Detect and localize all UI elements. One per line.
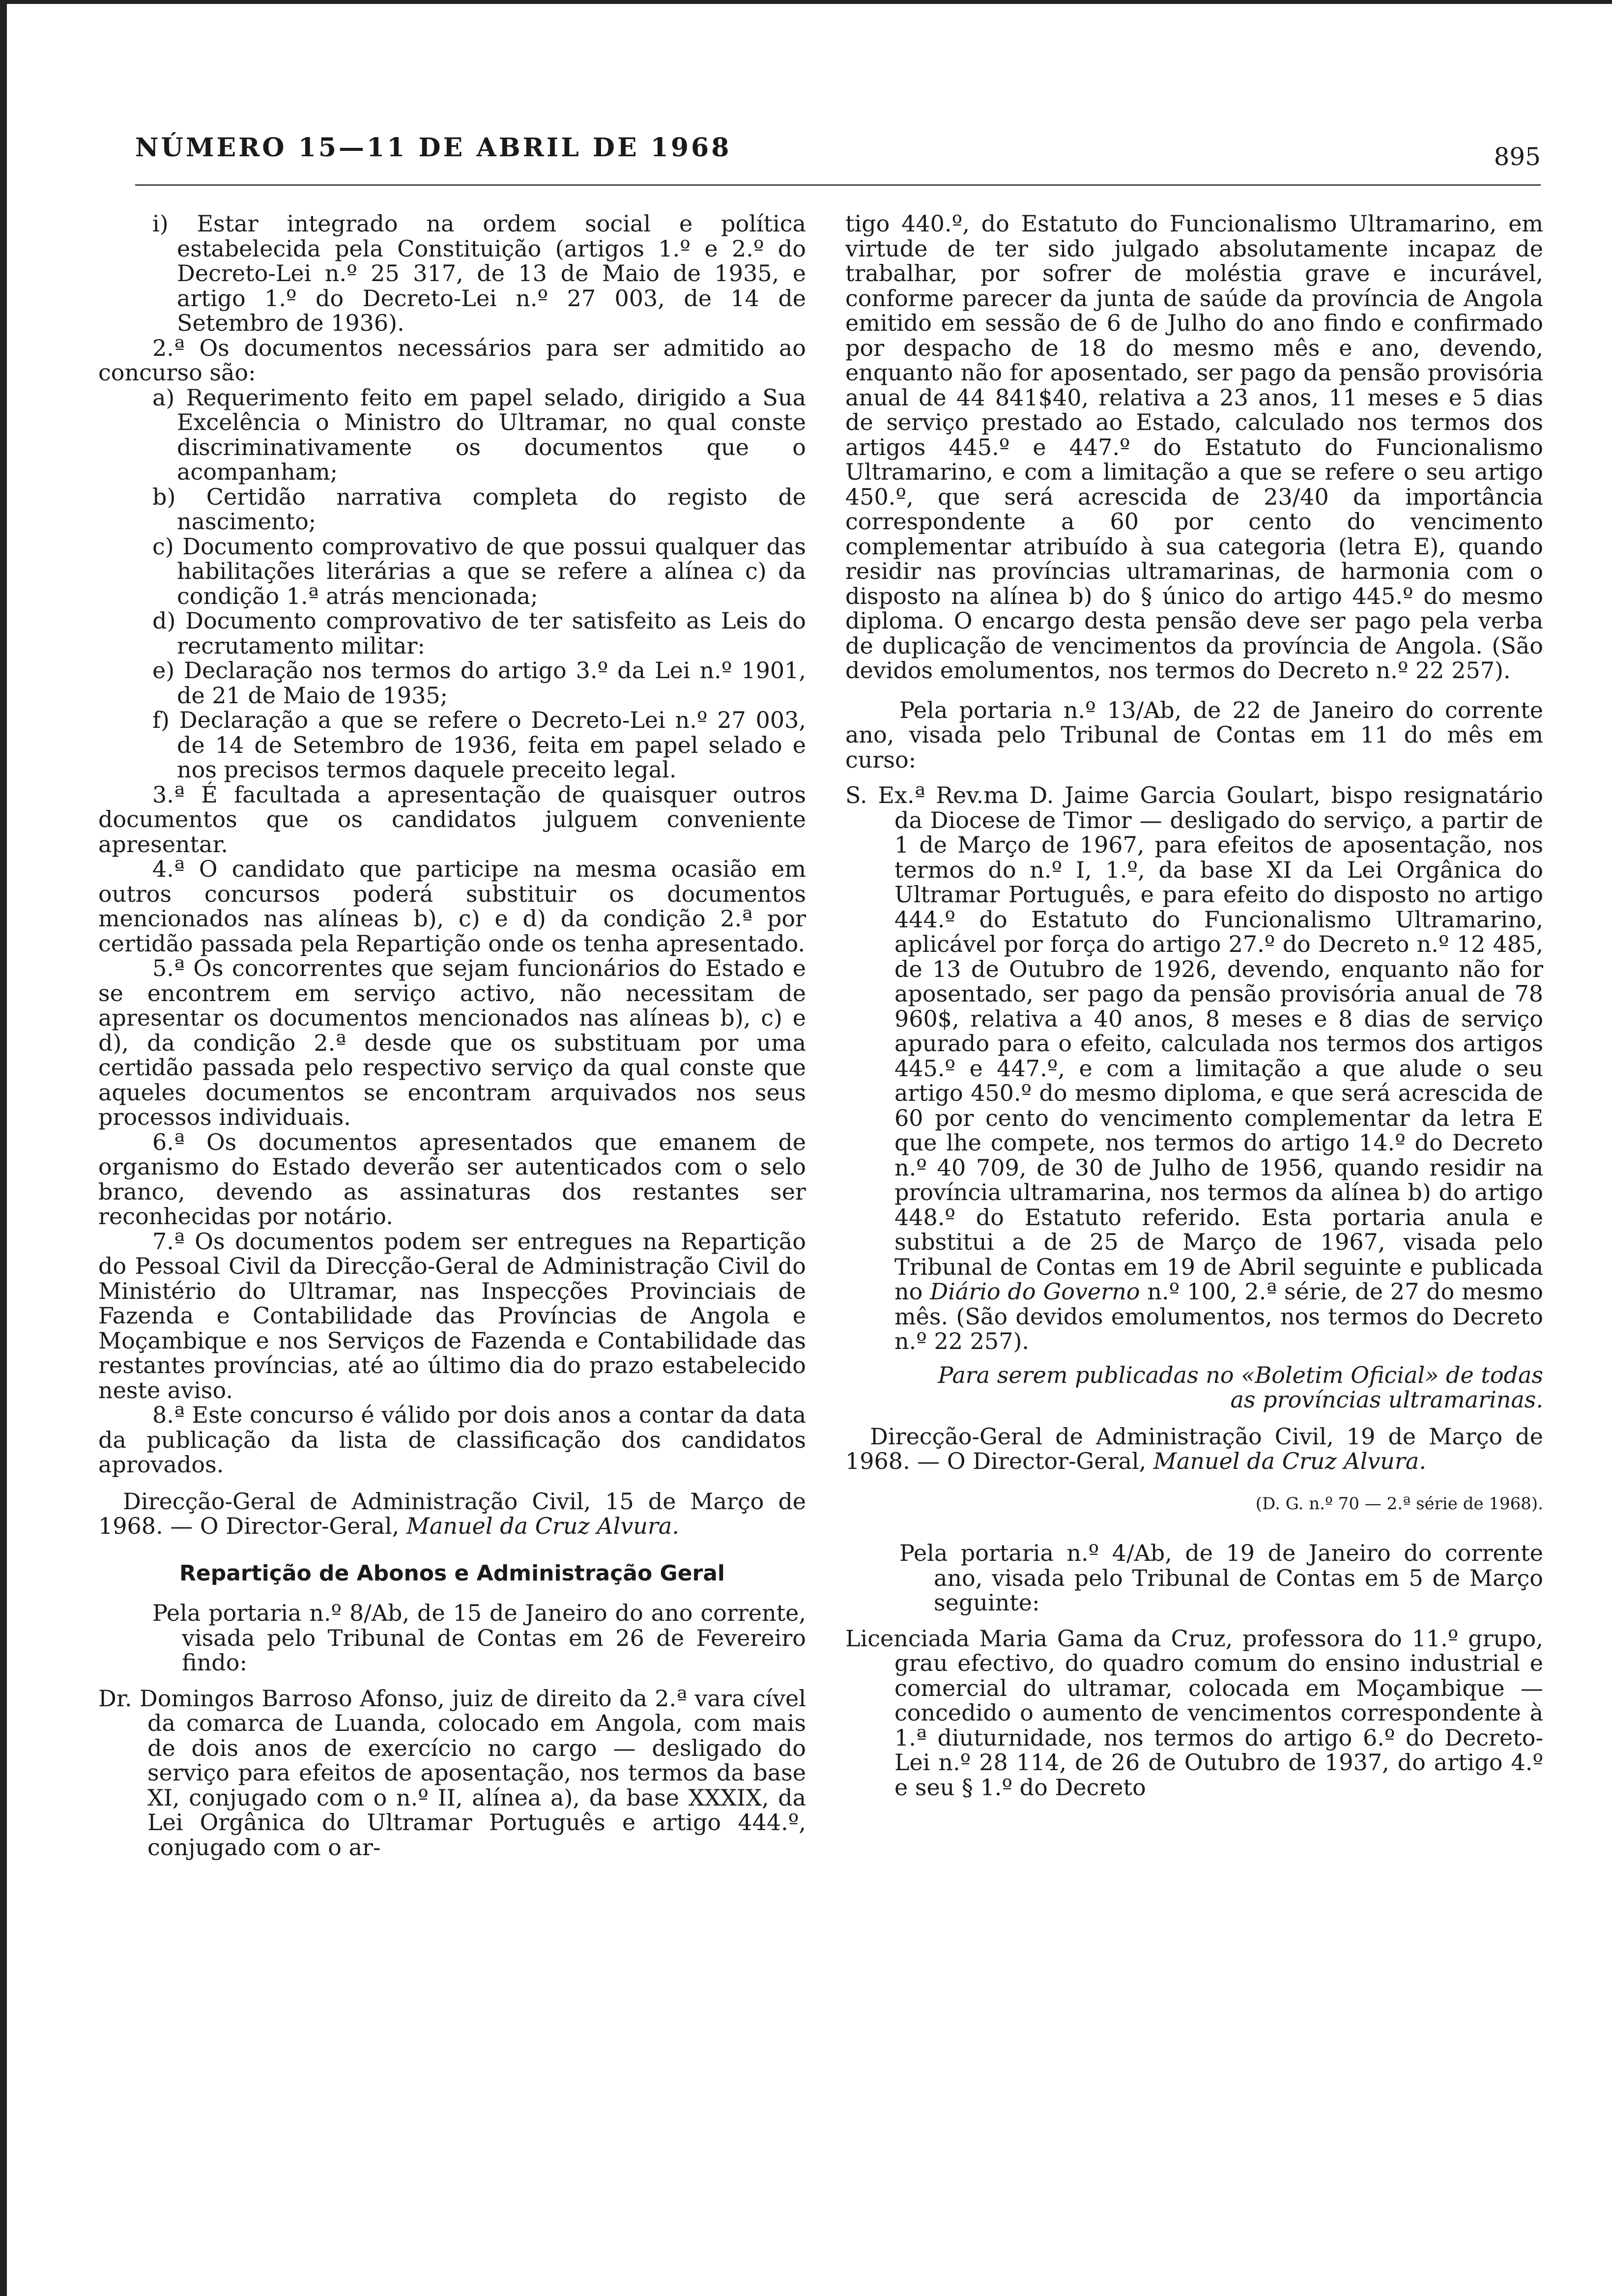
portaria-8-ab: Pela portaria n.º 8/Ab, de 15 de Janeiro do ano corrente, visada pelo Tribunal de Contas em 26 de Fevereiro findo: [152,1600,806,1676]
page-scan-top-edge [0,0,1612,4]
condition-5: 5.ª Os concorrentes que sejam funcionários do Estado e se encontrem em serviço activo, não necessitam de apresentar os documentos mencionados nas alíneas b), c) e d), da condição 2.ª desde que os substituam por uma certidão passada pelo respectivo serviço da qual conste que aqueles documentos se encontram arquivados nos seus processos individuais. [98,955,806,1130]
page-header [135,133,1541,177]
requirement-e: e) Declaração nos termos do artigo 3.º da Lei n.º 1901, de 21 de Maio de 1935; [152,657,806,709]
afonso-continuation: tigo 440.º, do Estatuto do Funcionalismo Ultramarino, em virtude de ter sido julgado absolutamente incapaz de trabalhar, por sofrer de moléstia grave e incurável, conforme parecer da junta de saúde da província de Angola emitido em sessão de 6 de Julho do ano findo e confirmado por despacho de 18 do mesmo mês e ano, devendo, enquanto não for aposentado, ser pago da pensão provisória anual de 44 841$40, relativa a 23 anos, 11 meses e 5 dias de serviço prestado ao Estado, calculado nos termos dos artigos 445.º e 447.º do Estatuto do Funcionalismo Ultramarino, e com a limitação a que se refere o seu artigo 450.º, que será acrescida de 23/40 da importância correspondente a 60 por cento do vencimento complementar atribuído à sua categoria (letra E), quando residir nas províncias ultramarinas, de harmonia com o disposto na alínea b) do § único do artigo 445.º do mesmo diploma. O encargo desta pensão deve ser pago pela verba de duplicação de vencimentos da província de Angola. (São devidos emolumentos, nos termos do Decreto n.º 22 257). [845,210,1543,684]
signature-text-2: Direcção-Geral de Administração Civil, 19 de Março de 1968. — O Director-Geral, [845,1423,1543,1474]
condition-2-intro: 2.ª Os documentos necessários para ser admitido ao concurso são: [98,334,806,386]
condition-8: 8.ª Este concurso é válido por dois anos a contar da data da publicação da lista de classificação dos candidatos aprovados. [98,1402,806,1478]
requirement-f: f) Declaração a que se refere o Decreto-Lei n.º 27 003, de 14 de Setembro de 1936, feita em papel selado e nos precisos termos daquele preceito legal. [152,707,806,783]
publication-note: Para serem publicadas no «Boletim Oficial» de todas as províncias ultramarinas. [938,1361,1543,1413]
requirement-c: c) Documento comprovativo de que possui qualquer das habilitações literárias a que se refere a alínea c) da condição 1.ª atrás mencionada; [152,533,806,609]
condition-4: 4.ª O candidato que participe na mesma ocasião em outros concursos poderá substituir os documentos mencionados nas alíneas b), c) e d) da condição 2.ª por certidão passada pela Repartição onde os tenha apresentado. [98,856,806,957]
diario-do-governo-ref: Diário do Governo [930,1278,1140,1305]
condition-6: 6.ª Os documentos apresentados que emanem de organismo do Estado deverão ser autenticados com o selo branco, devendo as assinaturas dos restantes ser reconhecidas por notário. [98,1128,806,1230]
condition-3: 3.ª É facultada a apresentação de quaisquer outros documentos que os candidatos julguem conveniente apresentar. [98,781,806,858]
portaria-13-ab: Pela portaria n.º 13/Ab, de 22 de Janeiro do corrente ano, visada pelo Tribunal de Contas em 11 do mês em curso: [845,696,1543,773]
condition-item-i: i) Estar integrado na ordem social e política estabelecida pela Constituição (artigos 1.º e 2.º do Decreto-Lei n.º 25 317, de 13 de Maio de 1935, e artigo 1.º do Decreto-Lei n.º 27 003, de 14 de Setembro de 1936). [152,210,806,336]
signature-block-1 [98,1489,806,1539]
requirement-d: d) Documento comprovativo de ter satisfeito as Leis do recrutamento militar: [152,607,806,659]
signature-name-2: Manuel da Cruz Alvura. [1153,1448,1426,1474]
page-number: 895 [1494,143,1541,171]
maria-cruz-entry: Licenciada Maria Gama da Cruz, professora do 11.º grupo, grau efectivo, do quadro comum do ensino industrial e comercial do ultramar, colocada em Moçambique — concedido o aumento de vencimentos correspondente à 1.ª diuturnidade, nos termos do artigo 6.º do Decreto-Lei n.º 28 114, de 26 de Outubro de 1937, do artigo 4.º e seu § 1.º do Decreto [845,1625,1543,1801]
portaria-4-ab: Pela portaria n.º 4/Ab, de 19 de Janeiro do corrente ano, visada pelo Tribunal de Contas em 5 de Março seguinte: [899,1540,1543,1616]
domingos-afonso-entry: Dr. Domingos Barroso Afonso, juiz de direito da 2.ª vara cível da comarca de Luanda, colocado em Angola, com mais de dois anos de exercício no cargo — desligado do serviço para efeitos de aposentação, nos termos da base XI, conjugado com o n.º II, alínea a), da base XXXIX, da Lei Orgânica do Ultramar Português e artigo 444.º, conjugado com o ar- [98,1685,806,1861]
condition-7: 7.ª Os documentos podem ser entregues na Repartição do Pessoal Civil da Direcção-Geral de Administração Civil do Ministério do Ultramar, nas Inspecções Provinciais de Fazenda e Contabilidade das Províncias de Angola e Moçambique e nos Serviços de Fazenda e Contabilidade das restantes províncias, até ao último dia do prazo estabelecido neste aviso. [98,1228,806,1404]
right-column [845,211,1543,1800]
signature-name: Manuel da Cruz Alvura. [406,1513,679,1539]
requirement-a: a) Requerimento feito em papel selado, dirigido a Sua Excelência o Ministro do Ultramar, no qual conste discriminativamente os documentos que o acompanham; [152,384,806,485]
issue-title: NÚMERO 15—11 DE ABRIL DE 1968 [135,133,732,163]
requirement-b: b) Certidão narrativa completa do registo de nascimento; [152,483,806,535]
diario-reference: (D. G. n.º 70 — 2.ª série de 1968). [1255,1493,1543,1514]
signature-block-2 [845,1424,1543,1474]
goulart-entry [845,783,1543,1354]
signature-text: Direcção-Geral de Administração Civil, 15 de Março de 1968. — O Director-Geral, [98,1488,806,1539]
section-heading: Repartição de Abonos e Administração Geral [179,1560,725,1586]
goulart-text: S. Ex.ª Rev.ma D. Jaime Garcia Goulart, bispo resignatário da Diocese de Timor — desligado do serviço, a partir de 1 de Março de 1967, para efeitos de aposentação, nos termos do n.º I, 1.º, da base XI da Lei Orgânica do Ultramar Português, e para efeito do disposto no artigo 444.º do Estatuto do Funcionalismo Ultramarino, aplicável por força do artigo 27.º do Decreto n.º 12 485, de 13 de Outubro de 1926, devendo, enquanto não for aposentado, ser pago da pensão provisória anual de 78 960$, relativa a 40 anos, 8 meses e 8 dias de serviço apurado para o efeito, calculada nos termos dos artigos 445.º e 447.º, e com a limitação a que alude o seu artigo 450.º do mesmo diploma, e que será acrescida de 60 por cento do vencimento complementar da letra E que lhe compete, nos termos do artigo 14.º do Decreto n.º 40 709, de 30 de Julho de 1956, quando residir na província ultramarina, nos termos da alínea b) do artigo 448.º do Estatuto referido. Esta portaria anula e substitui a de 25 de Março de 1967, visada pelo Tribunal de Contas em 19 de Abril seguinte e publicada no [845,782,1543,1305]
header-divider [135,184,1541,186]
page-scan-edge [0,0,7,2296]
goulart-text-end: n.º 100, 2.ª série, de 27 do mesmo mês. (São devidos emolumentos, nos termos do Decreto n.º 22 257). [894,1278,1543,1354]
left-column [98,211,806,1860]
